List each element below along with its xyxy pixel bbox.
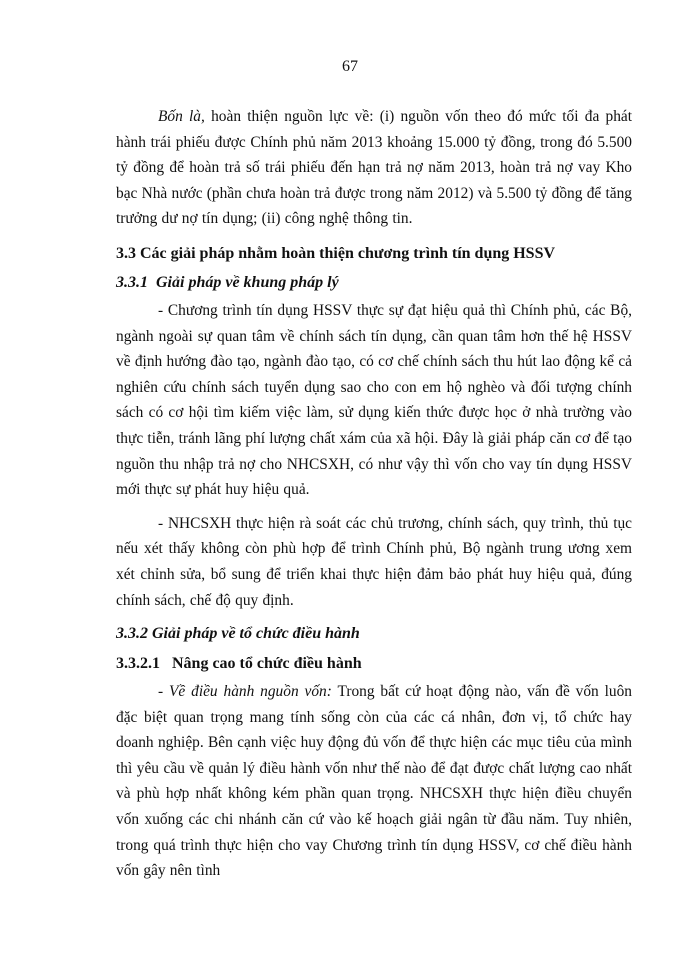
section-number: 3.3.2: [116, 625, 148, 643]
paragraph-body: Trong bất cứ hoạt động nào, vấn đề vốn luôn đặc biệt quan trọng mang tính sống còn của các cá nhân, đơn vị, tổ chức hay doanh nghiệp. Bên cạnh việc huy động đủ vốn để thực hiện các mục tiêu của mình thì yêu cầu về quản lý điều hành vốn như thế nào để đạt được chất lượng cao nhất và phù hợp nhất không kém phần quan trọng. NHCSXH thực hiện điều chuyển vốn xuống các chi nhánh căn cứ vào kế hoạch giải ngân từ đầu năm. Tuy nhiên, trong quá trình thực hiện cho vay Chương trình tín dụng HSSV, cơ chế điều hành vốn gây nên tình: [116, 683, 632, 880]
paragraph-lead-italic: Bốn là,: [158, 108, 205, 125]
section-number: 3.3.1: [116, 273, 148, 291]
paragraph-legal-framework-1: - Chương trình tín dụng HSSV thực sự đạt hiệu quả thì Chính phủ, các Bộ, ngành ngoài sự quan tâm về chính sách tín dụng, cần quan tâm hơn thế hệ HSSV về định hướng đào tạo, ngành đào tạo, có cơ chế chính sách thu hút lao động kể cả nghiên cứu chính sách tuyển dụng sao cho con em hộ nghèo và đối tượng chính sách có cơ hội tìm kiếm việc làm, sử dụng kiến thức được học ở nhà trường vào thực tiễn, tránh lãng phí lượng chất xám của xã hội. Đây là giải pháp căn cơ để tạo nguồn thu nhập trả nợ cho NHCSXH, có như vậy thì vốn cho vay tín dụng HSSV mới thực sự phát huy hiệu quả.: [116, 301, 632, 499]
page-number: 67: [342, 58, 358, 75]
section-title: Nâng cao tổ chức điều hành: [172, 655, 362, 673]
paragraph-legal-framework-2: - NHCSXH thực hiện rà soát các chủ trương, chính sách, quy trình, thủ tục nếu xét thấy không còn phù hợp để trình Chính phủ, Bộ ngành trung ương xem xét chỉnh sửa, bổ sung để triển khai thực hiện đảm bảo phát huy hiệu quả, đúng chính sách, chế độ quy định.: [116, 514, 632, 609]
paragraph-bon-la: [116, 104, 632, 232]
section-heading-3-3-2-1: [116, 651, 632, 677]
paragraph-body: hoàn thiện nguồn lực về: (i) nguồn vốn theo đó mức tối đa phát hành trái phiếu được Chính phủ năm 2013 khoảng 15.000 tỷ đồng, trong đó 5.500 tỷ đồng để hoàn trả số trái phiếu đến hạn trả nợ năm 2013, hoàn trả nợ vay Kho bạc Nhà nước (phần chưa hoàn trả được trong năm 2012) và 5.500 tỷ đồng để tăng trưởng dư nợ tín dụng; (ii) công nghệ thông tin.: [116, 108, 633, 228]
paragraph-lead-italic: - Về điều hành nguồn vốn:: [158, 683, 332, 701]
page-content: [116, 104, 632, 884]
section-heading-3-3: 3.3 Các giải pháp nhằm hoàn thiện chương trình tín dụng HSSV: [116, 244, 556, 262]
section-heading-3-3-2: [116, 621, 632, 647]
section-heading-3-3-1: [116, 270, 632, 296]
section-number: 3.3.2.1: [116, 655, 160, 673]
paragraph-capital-management: [116, 679, 632, 884]
section-title: Giải pháp về tổ chức điều hành: [152, 625, 360, 643]
section-title: Giải pháp về khung pháp lý: [156, 273, 339, 291]
